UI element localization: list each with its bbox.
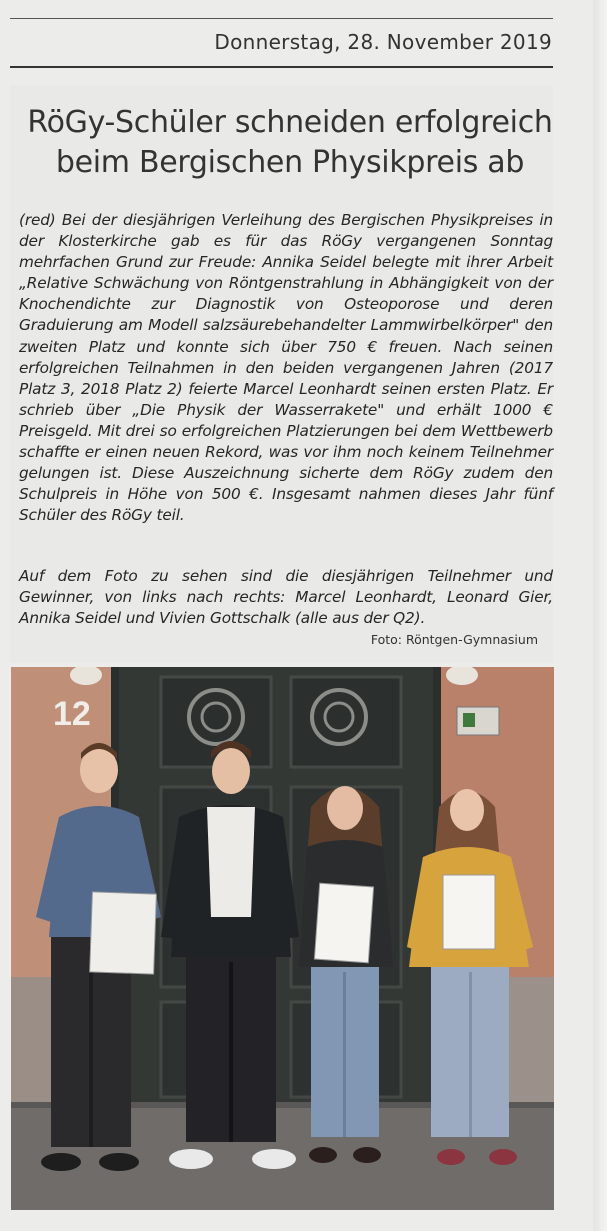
page-edge bbox=[593, 0, 607, 1231]
article-headline bbox=[0, 103, 580, 183]
house-number: 12 bbox=[53, 695, 91, 733]
date-rule bbox=[10, 66, 553, 68]
article-body-paragraph: (red) Bei der diesjährigen Verleihung des Bergischen Physikpreises in der Klosterkirche gab es für das RöGy vergangenen Sonntag mehrfachen Grund zur Freude: Annika Seidel belegte mit ihrer Arbeit „Relative Schwächung von Röntgenstrahlung in Abhängigkeit von der Knochendichte zur Diagnostik von Osteoporose und deren Graduierung am Modell salzsäurebehandelter Lammwirbelkörper" den zweiten Platz und konnte sich über 750 € freuen. Nach seinen erfolgreichen Teilnahmen in den beiden vergangenen Jahren (2017 Platz 3, 2018 Platz 2) feierte Marcel Leonhardt seinen ersten Platz. Er schrieb über „Die Physik der Wasserrakete" und erhält 1000 € Preisgeld. Mit drei so erfolgreichen Platzierungen bei dem Wettbewerb schaffte er einen neuen Rekord, was vor ihm noch keinem Teilnehmer gelungen ist. Diese Auszeichnung sicherte dem RöGy zudem den Schulpreis in Höhe von 500 €. Insgesamt nahmen dieses Jahr fünf Schüler des RöGy teil. bbox=[19, 211, 553, 525]
article-body bbox=[19, 210, 553, 526]
headline-line-2: beim Bergischen Physikpreis ab bbox=[55, 145, 525, 180]
photo-caption: Auf dem Foto zu sehen sind die diesjährigen Teilnehmer und Gewinner, von links nach rechts: Marcel Leonhardt, Leonard Gier, Annika Seidel und Vivien Gottschalk (alle aus der Q2). bbox=[19, 567, 553, 628]
photo-credit: Foto: Röntgen-Gymnasium bbox=[370, 632, 538, 647]
person-3 bbox=[299, 786, 393, 1163]
photo-illustration bbox=[11, 667, 554, 1210]
issue-date: Donnerstag, 28. November 2019 bbox=[214, 30, 552, 54]
top-rule bbox=[10, 18, 553, 19]
article-photo bbox=[11, 667, 554, 1210]
headline-line-1: RöGy-Schüler schneiden erfolgreich bbox=[27, 105, 553, 140]
